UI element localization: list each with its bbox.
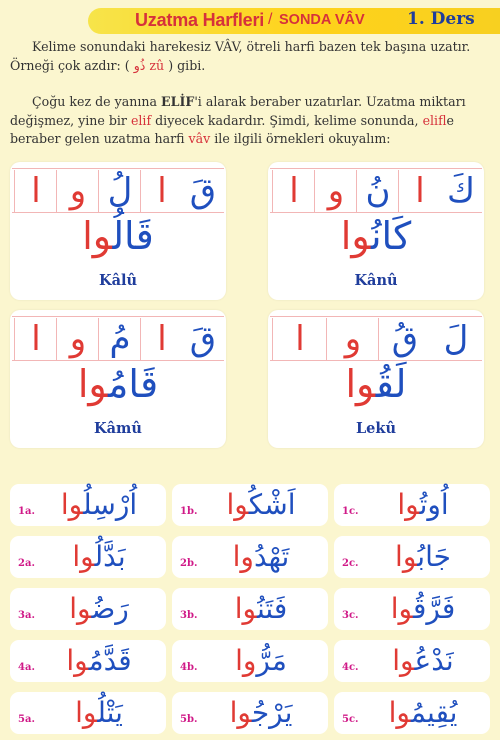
letter-cell: ا — [140, 318, 183, 360]
practice-item — [172, 692, 328, 734]
item-label: 5a. — [18, 714, 35, 725]
letter-cell: ا — [272, 318, 327, 360]
practice-item — [10, 692, 166, 734]
item-word: فَتَنُوا — [234, 592, 288, 625]
item-word: جَابُوا — [395, 540, 451, 573]
example-card-leku — [268, 310, 484, 448]
transliteration: Kânû — [354, 272, 398, 289]
practice-item — [334, 588, 490, 630]
practice-item — [10, 588, 166, 630]
item-label: 3a. — [18, 610, 35, 621]
combined-word: كَانُوا — [340, 214, 412, 258]
transliteration: Kâlû — [98, 272, 138, 289]
item-label: 2b. — [180, 558, 198, 569]
intro-line2: Örneği çok azdır: ( ذُو zû ) gibi. — [10, 57, 206, 73]
intro-line1: Kelime sonundaki harekesiz VÂV, ötreli harfi bazen tek başına uzatır. — [32, 39, 471, 54]
explanation-paragraph: Çoğu kez de yanına ELİF'i alarak beraber uzatırlar. Uzatma miktarı değişmez, yine bir elif diyecek kadardır. Şimdi, kelime sonunda, elifle beraber gelen uzatma harfi vâv ile ilgili örnekleri okuyalım: — [10, 94, 466, 146]
letter-cell: لُ — [98, 170, 141, 212]
item-label: 1c. — [342, 506, 359, 517]
transliteration: Kâmû — [94, 420, 142, 437]
letter-cell: قَ — [189, 171, 217, 211]
item-word: نَدْعُوا — [392, 644, 454, 677]
letter-cell: ا — [398, 170, 441, 212]
lesson-header — [0, 0, 500, 34]
item-word: قَدَّمُوا — [66, 644, 132, 677]
combined-word: قَالُوا — [82, 214, 154, 258]
letter-cell: ا — [272, 170, 315, 212]
letter-cell: كَ — [446, 171, 476, 211]
example-card-kamu — [10, 310, 226, 448]
practice-item — [334, 484, 490, 526]
item-word: مَرُّوا — [235, 644, 287, 677]
item-label: 3b. — [180, 610, 198, 621]
practice-item — [334, 536, 490, 578]
combined-word: لَقُوا — [345, 362, 407, 406]
letter-cell: و — [314, 170, 357, 212]
item-word: تَهْدُوا — [232, 540, 290, 573]
letter-cell: ا — [14, 170, 57, 212]
lesson-title: Uzatma Harfleri — [135, 10, 265, 30]
item-word: اُوتُوا — [397, 488, 449, 521]
letter-cell: قُ — [378, 318, 431, 360]
practice-item — [172, 588, 328, 630]
item-label: 5b. — [180, 714, 198, 725]
item-word: اَشْكُوا — [226, 488, 296, 521]
lesson-number: 1. Ders — [407, 9, 475, 29]
letter-cell: قَ — [189, 319, 217, 359]
letter-cell: لَ — [443, 319, 469, 359]
item-word: بَدَّلُوا — [72, 540, 126, 573]
item-word: اُرْسِلُوا — [60, 488, 138, 521]
item-label: 4a. — [18, 662, 35, 673]
letter-cell: ا — [14, 318, 57, 360]
item-label: 2c. — [342, 558, 359, 569]
practice-item — [172, 536, 328, 578]
combined-word: قَامُوا — [77, 362, 159, 406]
item-label: 1b. — [180, 506, 198, 517]
item-word: رَضُوا — [69, 592, 129, 625]
example-card-kanu — [268, 162, 484, 300]
letter-cell: نُ — [356, 170, 399, 212]
item-label: 2a. — [18, 558, 35, 569]
letter-cell: و — [56, 170, 99, 212]
item-word: يَتْلُوا — [75, 696, 123, 729]
practice-item — [334, 640, 490, 682]
lesson-subtitle: SONDA VÂV — [279, 12, 365, 28]
item-word: يُقِيمُوا — [388, 696, 458, 729]
item-label: 5c. — [342, 714, 359, 725]
practice-item — [172, 484, 328, 526]
letter-cell: ا — [140, 170, 183, 212]
item-label: 4b. — [180, 662, 198, 673]
practice-item — [334, 692, 490, 734]
item-label: 1a. — [18, 506, 35, 517]
practice-item — [172, 640, 328, 682]
intro-example-translit: zû — [149, 57, 165, 73]
item-label: 4c. — [342, 662, 359, 673]
intro-example-arabic: ذُو — [129, 57, 150, 73]
letter-cell: و — [56, 318, 99, 360]
example-card-kalu — [10, 162, 226, 300]
letter-cell: و — [326, 318, 379, 360]
intro-paragraph — [10, 38, 492, 75]
item-word: فَرَّقُوا — [390, 592, 456, 625]
item-label: 3c. — [342, 610, 359, 621]
letter-cell: مُ — [98, 318, 141, 360]
practice-item — [10, 536, 166, 578]
transliteration: Lekû — [355, 420, 396, 437]
practice-item — [10, 640, 166, 682]
item-word: يَرْجُوا — [229, 696, 293, 729]
title-separator: / — [268, 11, 273, 28]
practice-item — [10, 484, 166, 526]
